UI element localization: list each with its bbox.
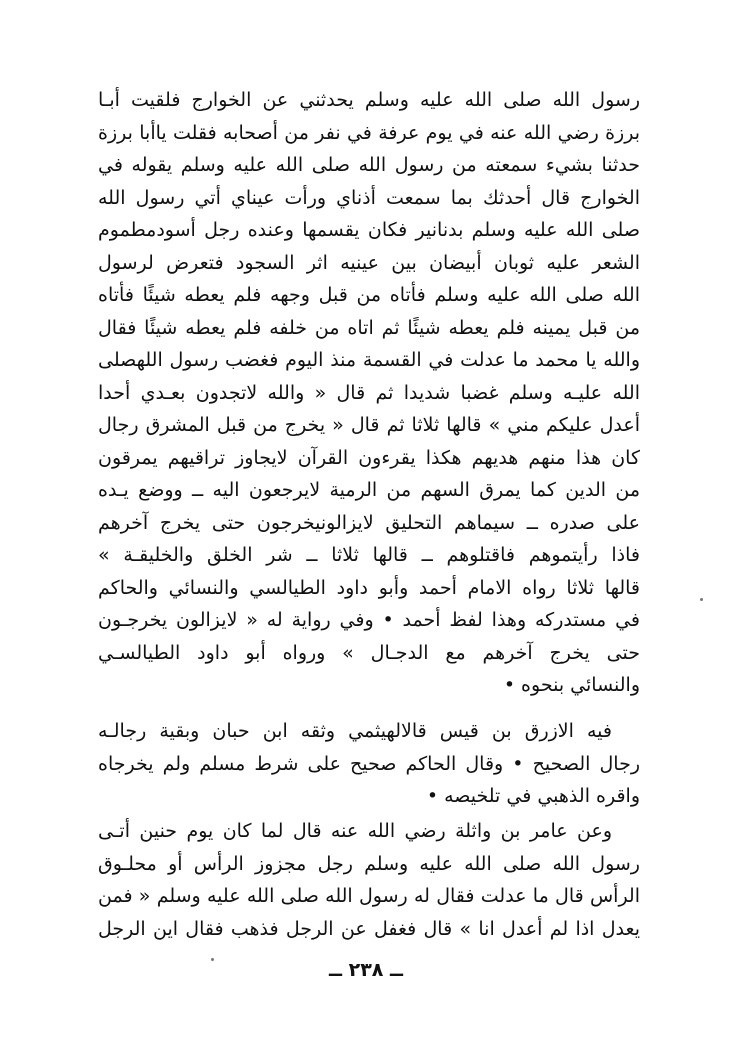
text-line: أعدل عليكم مني » قالها ثلاثا ثم قال « يخرج من قبل المشرق رجال <box>98 414 640 436</box>
text-line: فاذا رأيتموهم فاقتلوهم ــ قالها ثلاثا ــ شر الخلق والخليقـة » <box>98 544 640 566</box>
scan-speck <box>700 598 703 601</box>
text-line: كان هذا منهم هديهم هكذا يقرءون القرآن لايجاوز تراقيهم يمرقون <box>98 446 640 469</box>
text-line: يعدل اذا لم أعدل انا » قال فغفل عن الرجل فذهب فقال اين الرجل <box>98 917 640 940</box>
commentary-paragraph <box>98 715 640 813</box>
text-line: والله يا محمد ما عدلت في القسمة منذ اليوم فغضب رسول اللهصلى <box>98 349 640 371</box>
main-hadith-paragraph <box>98 84 640 702</box>
text-line: حدثنا بشيء سمعته من رسول الله صلى الله عليه وسلم يقوله في <box>98 154 640 176</box>
text-line: والنسائي بنحوه • <box>503 674 640 696</box>
scan-speck <box>211 958 214 961</box>
text-line: الخوارج قال أحدثك بما سمعت أذناي ورأت عيناي أتي رسول الله <box>98 186 640 209</box>
text-line: رسول الله صلى الله عليه وسلم يحدثني عن الخوارج فلقيت أبـا <box>98 89 640 111</box>
text-line: قالها ثلاثا رواه الامام أحمد وأبو داود الطيالسي والنسائي والحاكم <box>98 576 640 599</box>
text-line: من الدين كما يمرق السهم من الرمية لايرجعون اليه ــ ووضع يـده <box>98 479 640 501</box>
text-line: حتى يخرج آخرهم مع الدجـال » ورواه أبو داود الطيالسـي <box>98 641 640 664</box>
text-line: برزة رضي الله عنه في يوم عرفة في نفر من أصحابه فقلت ياأبا برزة <box>98 121 640 144</box>
text-line: في مستدركه وهذا لفظ أحمد • وفي رواية له « لايزالون يخرجـون <box>98 609 640 631</box>
text-line: من قبل يمينه فلم يعطه شيئًا ثم اتاه من خلفه فلم يعطه شيئًا فقال <box>98 316 640 339</box>
text-line: الله صلى الله عليه وسلم فأتاه من قبل وجهه فلم يعطه شيئًا فأتاه <box>98 284 640 306</box>
text-line: صلى الله عليه وسلم بدنانير فكان يقسمها وعنده رجل أسودمطموم <box>98 219 640 241</box>
text-line: رجال الصحيح • وقال الحاكم صحيح على شرط مسلم ولم يخرجاه <box>98 752 640 775</box>
text-line: فيه الازرق بن قيس قالالهيثمي وثقه ابن حبان وبقية رجالـه <box>98 720 612 742</box>
text-line: واقره الذهبي في تلخيصه • <box>426 785 640 807</box>
text-line: وعن عامر بن واثلة رضي الله عنه قال لما كان يوم حنين أتـى <box>98 820 612 842</box>
text-line: رسول الله صلى الله عليه وسلم رجل مجزوز الرأس أو محلـوق <box>98 852 640 875</box>
text-line: الله عليـه وسلم غضبا شديدا ثم قال « والله لاتجدون بعـدي أحدا <box>98 381 640 404</box>
text-line: على صدره ــ سيماهم التحليق لايزالونيخرجون حتى يخرج آخرهم <box>98 511 640 534</box>
page-number: ــ ٢٣٨ ــ <box>328 959 403 981</box>
text-line: الرأس قال ما عدلت فقال له رسول الله صلى الله عليه وسلم « فمن <box>98 885 640 907</box>
second-hadith-paragraph <box>98 815 640 945</box>
text-line: الشعر عليه ثوبان أبيضان بين عينيه اثر السجود فتعرض لرسول <box>98 251 640 274</box>
